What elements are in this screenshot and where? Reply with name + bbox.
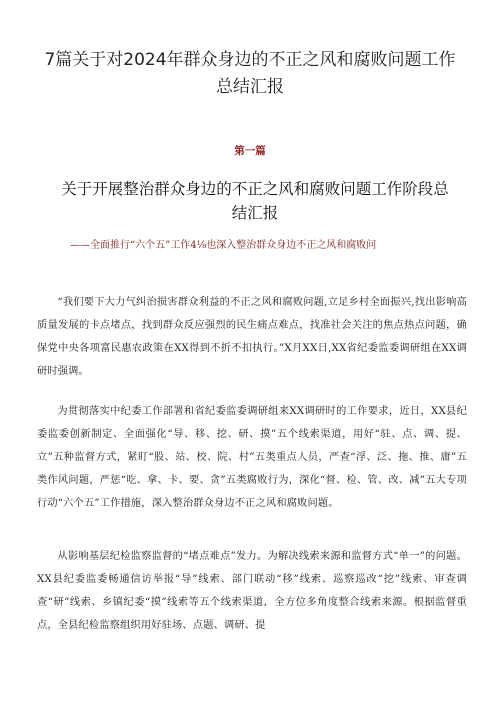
body-paragraph-2: 为贯彻落实中纪委工作部署和省纪委监委调研组来XX调研时的工作要求，近日，XX县纪委监委创新制定、全面强化“导、移、挖、研、摸”五个线索渠道，用好“驻、点、调、提、立”五种监督方式，紧盯“股、站、校、院、村”五类重点人员，严查“浮、泛、拖、推、庸”五类作风问题，严惩“吃、拿、卡、要、贪”五类腐败行为，深化“督、检、管、改、减”五大专项行动“六个五”工作措施，深入整治群众身边不正之风和腐败问题。 — [37, 406, 467, 509]
body-paragraph-3: 从影响基层纪检监察监督的“堵点难点”发力。为解决线索来源和监督方式“单一”的问题。XX县纪委监委畅通信访举报“导”线索、部门联动“移”线索、巡察巡改“挖”线索、审查调查“研”线索、乡镇纪委“摸”线索等五个线索渠道，全方位多角度整合线索来源。根据监督重点，全县纪检监察组织用好驻场、点题、调研、提 — [37, 551, 467, 631]
body-paragraph-1: “我们要下大力气纠治损害群众利益的不正之风和腐败问题,立足乡村全面振兴,找出影响高质量发展的卡点堵点，找到群众反应强烈的民生痛点难点，找准社会关注的焦点热点问题，确保党中央各项富民惠农政策在XX得到不折不扣执行。”X月XX日,XX省纪委监委调研组在XX调研时强调。 — [37, 297, 467, 377]
section-title: 关于开展整治群众身边的不正之风和腐败问题工作阶段总结汇报 — [61, 180, 449, 222]
document-title: 7篇关于对2024年群众身边的不正之风和腐败问题工作总结汇报 — [44, 50, 456, 97]
chapter-label: 第一篇 — [234, 145, 266, 157]
section-subtitle: ——全面推行“六个五”工作4⅛也深入整治群众身边不正之风和腐败问 — [70, 240, 377, 251]
